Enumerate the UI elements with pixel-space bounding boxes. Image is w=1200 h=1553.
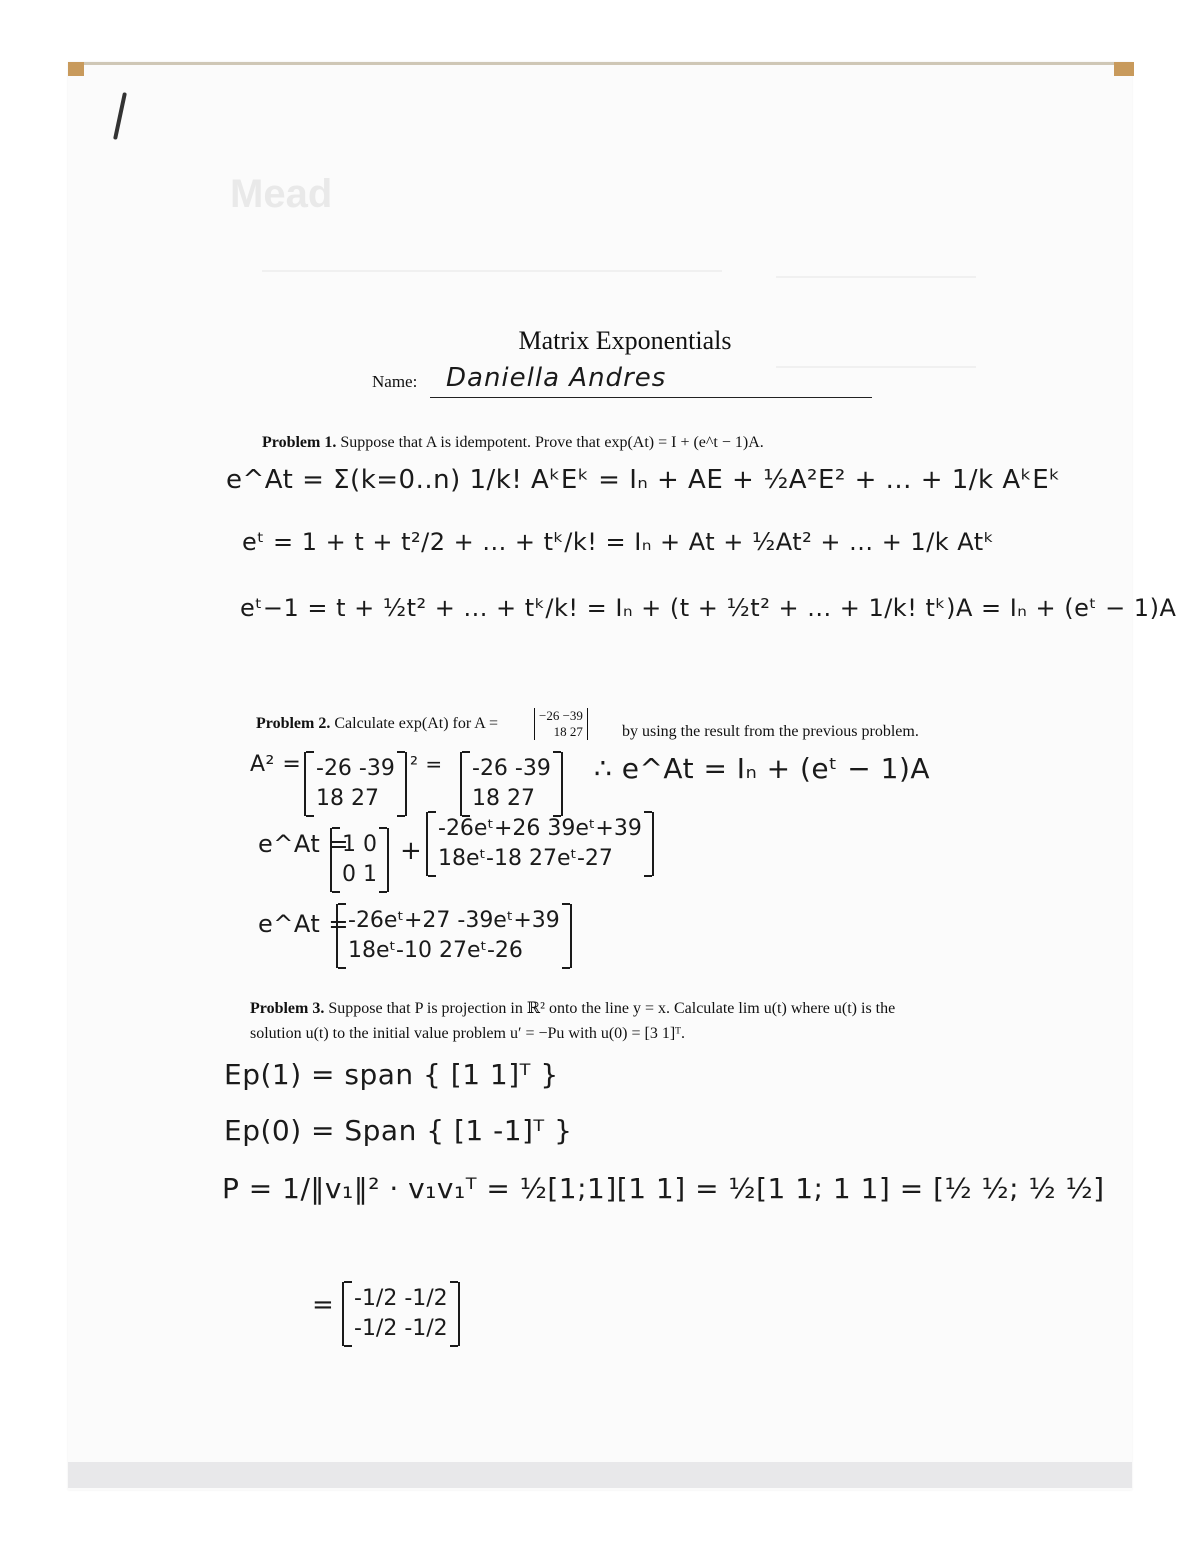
hw-matrix-a-row-1: -26 -39 (316, 756, 395, 781)
hw-matrix-result-row-1: -26eᵗ+27 -39eᵗ+39 (348, 908, 560, 933)
hw-p1-line-1: e^At = Σ(k=0..n) 1/k! AᵏEᵏ = Iₙ + AE + ½A²E² + ... + 1/k AᵏEᵏ (226, 465, 1061, 495)
hw-matrix-result-row-2: 18eᵗ-10 27eᵗ-26 (348, 938, 523, 963)
problem-3-statement (250, 997, 980, 1021)
hw-eigenspace-0: Ep(0) = Span { [1 -1]ᵀ } (224, 1114, 573, 1147)
bleed-through-line (776, 366, 976, 368)
document-title: Matrix Exponentials (518, 326, 732, 355)
hw-matrix-negative-p (342, 1282, 460, 1346)
problem-2-text: Calculate exp(At) for A = (334, 715, 498, 732)
hw-matrix-a-squared (460, 752, 563, 816)
hw-matrix-negative-p-row-1: -1/2 -1/2 (354, 1286, 448, 1311)
problem-1-text: Suppose that A is idempotent. Prove that exp(At) = I + (e^t − 1)A. (340, 434, 764, 451)
problem-1-statement (262, 431, 922, 455)
problem-2-matrix-row-2: 18 27 (553, 724, 583, 739)
hw-matrix-a-row-2: 18 27 (316, 786, 379, 811)
paper-corner-tab-left (68, 62, 84, 76)
hw-matrix-negative-p-row-2: -1/2 -1/2 (354, 1316, 448, 1341)
problem-3-text-line-2: solution u(t) to the initial value problem u′ = −Pu with u(0) = [3 1]ᵀ. (250, 1025, 685, 1042)
hw-squared-equals: ² = (410, 752, 443, 776)
hw-eigenspace-1: Ep(1) = span { [1 1]ᵀ } (224, 1058, 559, 1091)
bleed-through-line (776, 276, 976, 278)
hw-p1-line-2: eᵗ = 1 + t + t²/2 + ... + tᵏ/k! = Iₙ + At + ½At² + ... + 1/k Atᵏ (242, 528, 995, 556)
hw-plus-sign: + (400, 836, 423, 866)
hw-matrix-result (336, 904, 572, 968)
paper-bottom-edge (68, 1462, 1132, 1488)
hw-matrix-a-squared-row-2: 18 27 (472, 786, 535, 811)
hw-projection-formula: P = 1/‖v₁‖² · v₁v₁ᵀ = ½[1;1][1 1] = ½[1 1; 1 1] = [½ ½; ½ ½] (222, 1172, 1105, 1205)
problem-1-label: Problem 1. (262, 434, 337, 451)
problem-3-label: Problem 3. (250, 1000, 325, 1017)
hw-identity-matrix (330, 828, 389, 892)
hw-p1-line-3: eᵗ−1 = t + ½t² + ... + tᵏ/k! = Iₙ + (t + ½t² + ... + 1/k! tᵏ)A = Iₙ + (eᵗ − 1)A (240, 594, 1177, 622)
problem-2-text-after: by using the result from the previous problem. (622, 723, 919, 740)
hw-identity-row-2: 0 1 (342, 862, 377, 887)
problem-2-matrix (534, 708, 588, 740)
name-label: Name: (372, 372, 418, 391)
bleed-through-line (262, 270, 722, 272)
problem-3-text: Suppose that P is projection in ℝ² onto the line y = x. Calculate lim u(t) where u(t) is the (328, 1000, 896, 1017)
hw-matrix-expanded (426, 812, 654, 876)
hw-therefore-line: ∴ e^At = Iₙ + (eᵗ − 1)A (594, 752, 931, 785)
paper-corner-tab-right (1114, 62, 1134, 76)
hw-matrix-expanded-row-1: -26eᵗ+26 39eᵗ+39 (438, 816, 642, 841)
student-name: Daniella Andres (446, 363, 667, 393)
name-underline (430, 397, 872, 398)
problem-2-matrix-row-1: −26 −39 (539, 708, 583, 723)
hw-matrix-a-squared-row-1: -26 -39 (472, 756, 551, 781)
hw-eat-label-2: e^At = (258, 910, 350, 938)
hw-eat-label-1: e^At = (258, 830, 350, 858)
hw-identity-row-1: 1 0 (342, 832, 377, 857)
problem-2-label: Problem 2. (256, 715, 331, 732)
problem-2-statement (256, 712, 498, 736)
hw-a-squared-label: A² = (250, 752, 302, 777)
hw-matrix-a (304, 752, 407, 816)
bleed-through-logo: Mead (230, 172, 333, 216)
hw-matrix-expanded-row-2: 18eᵗ-18 27eᵗ-27 (438, 846, 613, 871)
hw-neg-equals: = (312, 1290, 335, 1320)
